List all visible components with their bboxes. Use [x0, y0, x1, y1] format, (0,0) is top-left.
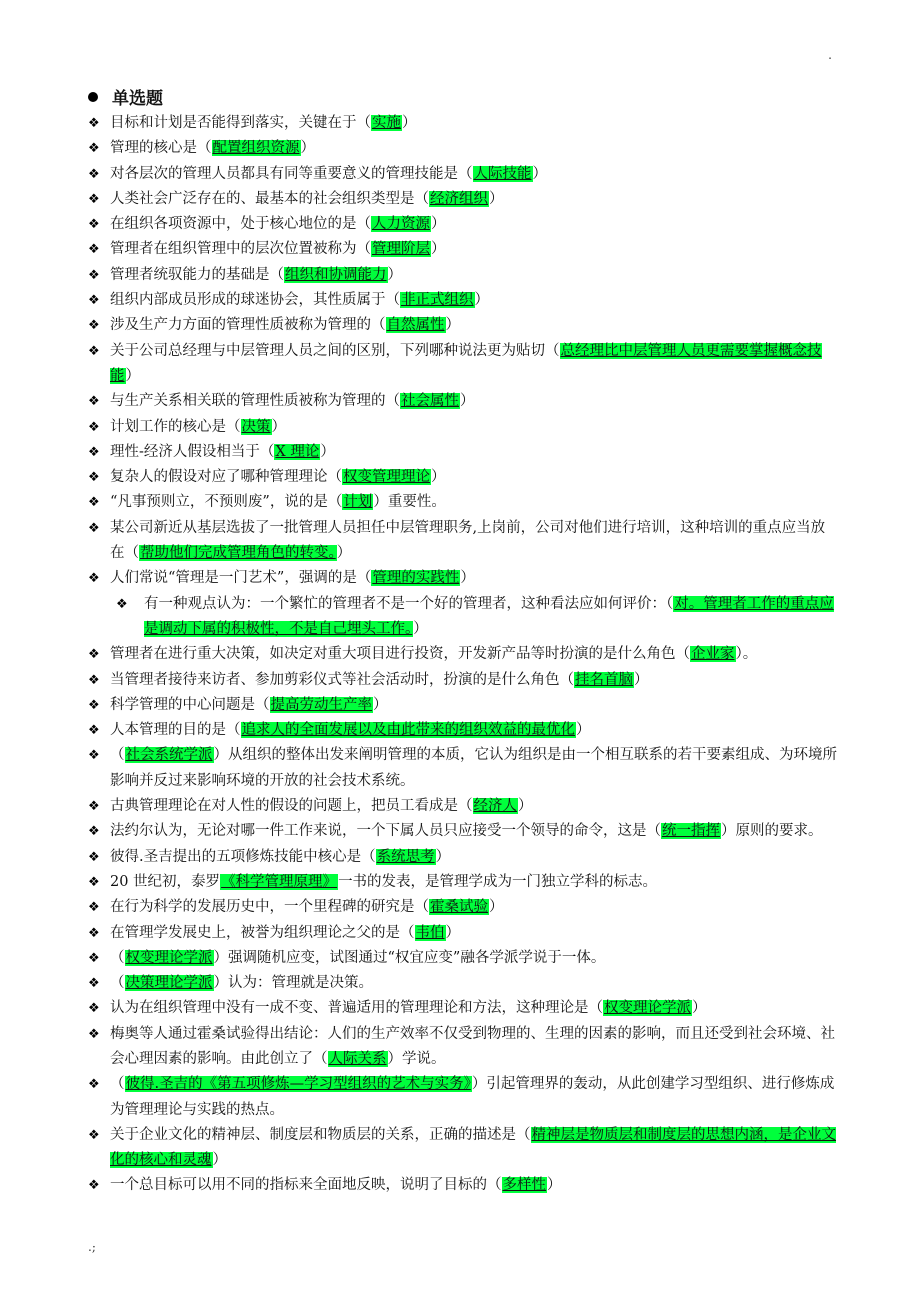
question-item: [86, 440, 838, 465]
answer-highlight: 决策理论学派: [125, 975, 213, 992]
answer-highlight: 管理的实践性: [372, 570, 460, 587]
question-tail: ）: [474, 292, 489, 309]
diamond-bullet-icon: ❖: [88, 647, 100, 663]
diamond-bullet-icon: ❖: [88, 191, 100, 207]
question-text: 古典管理理论在对人性的假设的问题上，把员工看成是（: [110, 798, 473, 815]
question-tail: ）: [431, 241, 446, 258]
question-item: [86, 1173, 838, 1198]
question-text: 人本管理的目的是（: [110, 722, 241, 739]
question-tail: ）: [445, 924, 460, 941]
diamond-bullet-icon: ❖: [88, 267, 100, 283]
corner-mark-top: .: [828, 48, 832, 62]
question-item: [86, 339, 838, 390]
question-text: 对各层次的管理人员都具有同等重要意义的管理技能是（: [110, 165, 473, 182]
question-tail: ）: [336, 545, 352, 562]
diamond-bullet-icon: ❖: [88, 293, 100, 309]
diamond-bullet-icon: ❖: [88, 495, 100, 511]
question-tail: ）学说。: [387, 1050, 446, 1067]
question-item: [86, 111, 838, 136]
question-tail: ）引起管理界的轰动，从此创建学习型组织、进行修炼成为管理理论与实践的热点。: [110, 1076, 835, 1118]
question-tail: ）: [460, 570, 475, 587]
question-tail: ）: [387, 266, 402, 283]
diamond-bullet-icon: ❖: [88, 571, 100, 587]
answer-highlight: 系统思考: [376, 848, 435, 865]
answer-highlight: 配置组织资源: [212, 140, 300, 157]
question-text: 人类社会广泛存在的、最基本的社会组织类型是（: [110, 190, 429, 207]
question-item: [86, 819, 838, 844]
answer-highlight: 总经理比中层管理人员更需要掌握概念技能: [110, 342, 822, 384]
answer-highlight: 社会属性: [401, 393, 459, 410]
diamond-bullet-icon: ❖: [88, 824, 100, 840]
question-text: 某公司新近从基层选拔了一批管理人员担任中层管理职务,上岗前，公司对他们进行培训，这种培训的重点应当放在（: [110, 519, 826, 562]
answer-highlight: 权变理论学派: [125, 949, 213, 966]
diamond-bullet-icon: ❖: [88, 976, 100, 992]
question-text: “凡事预则立，不预则废”，说的是（: [110, 494, 343, 511]
question-item: [86, 718, 838, 743]
question-tail: ）: [300, 140, 315, 157]
diamond-bullet-icon: ❖: [88, 470, 100, 486]
diamond-bullet-icon: ❖: [88, 1178, 100, 1194]
question-text: （: [110, 949, 125, 966]
question-item: [86, 794, 838, 819]
question-text: 涉及生产力方面的管理性质被称为管理的（: [110, 317, 386, 334]
diamond-bullet-icon: ❖: [88, 217, 100, 233]
question-item: [86, 212, 838, 237]
answer-highlight: 人力资源: [372, 216, 430, 233]
question-tail: ）: [518, 798, 533, 815]
answer-highlight: 经济组织: [430, 190, 488, 207]
question-text: （: [110, 1076, 125, 1093]
answer-highlight: 权变理论学派: [604, 1000, 691, 1017]
question-item: [86, 921, 838, 946]
question-tail: ）强调随机应变，试图通过“权宜应变”融各学派学说于一体。: [213, 949, 606, 966]
question-tail: ）: [547, 1177, 562, 1194]
question-tail: ）: [413, 620, 428, 637]
diamond-bullet-icon: ❖: [88, 1001, 100, 1017]
question-tail: ）从组织的整体出发来阐明管理的本质，它认为组织是由一个相互联系的若干要素组成、为环境所影响并反过来影响环境的开放的社会技术系统。: [110, 747, 837, 789]
answer-highlight: 实施: [372, 115, 401, 131]
question-item: [86, 237, 838, 262]
diamond-bullet-icon: ❖: [88, 799, 100, 815]
question-tail: ）: [431, 216, 446, 233]
answer-highlight: 人际技能: [473, 165, 532, 182]
question-item: [86, 162, 838, 187]
question-text: 彼得.圣吉提出的五项修炼技能中核心是（: [110, 848, 376, 865]
question-list: [86, 111, 838, 1199]
answer-highlight: 《科学管理原理》: [221, 873, 338, 890]
question-item: [86, 845, 838, 870]
question-tail: 一书的发表，是管理学成为一门独立学科的标志。: [338, 873, 658, 890]
question-text: 20 世纪初，泰罗: [110, 873, 221, 890]
question-tail: ）重要性。: [373, 494, 446, 511]
question-tail: ）原则的要求。: [721, 823, 823, 840]
question-text: 理性-经济人假设相当于（: [110, 443, 275, 460]
corner-mark-bottom: .;: [88, 1240, 96, 1254]
question-text: 有一种观点认为：一个繁忙的管理者不是一个好的管理者，这种看法应如何评价：（: [144, 595, 674, 612]
question-text: 人们常说“管理是一门艺术”，强调的是（: [110, 570, 372, 587]
question-tail: ）: [431, 469, 446, 486]
diamond-bullet-icon: ❖: [88, 1077, 100, 1093]
diamond-bullet-icon: ❖: [88, 874, 100, 890]
answer-highlight: 人际关系: [328, 1050, 387, 1067]
question-item: [86, 566, 838, 591]
question-text: （: [110, 975, 125, 992]
answer-highlight: 帮助他们完成管理角色的转变。: [140, 545, 336, 562]
question-tail: ）: [460, 393, 475, 410]
question-item: [86, 946, 838, 971]
question-text: 在组织各项资源中，处于核心地位的是（: [110, 216, 371, 233]
answer-highlight: 经济人: [473, 798, 517, 815]
diamond-bullet-icon: ❖: [88, 925, 100, 941]
question-text: 在管理学发展史上，被誉为组织理论之父的是（: [110, 924, 415, 941]
answer-highlight: 多样性: [502, 1177, 546, 1194]
question-item: [86, 895, 838, 920]
diamond-bullet-icon: ❖: [88, 950, 100, 966]
question-text: 与生产关系相关联的管理性质被称为管理的（: [110, 393, 400, 410]
question-tail: ）: [212, 1152, 227, 1169]
diamond-bullet-icon: ❖: [88, 116, 100, 131]
diamond-bullet-icon: ❖: [88, 318, 100, 334]
answer-highlight: 权变管理理论: [343, 469, 430, 486]
diamond-bullet-icon: ❖: [88, 444, 100, 460]
question-item: [86, 389, 838, 414]
question-item: [86, 263, 838, 288]
diamond-bullet-icon: ❖: [88, 723, 100, 739]
question-text: （: [110, 747, 125, 764]
diamond-bullet-icon: ❖: [88, 900, 100, 916]
bullet-dot-icon: [88, 92, 98, 102]
question-text: 管理者统驭能力的基础是（: [110, 266, 284, 283]
answer-highlight: 计划: [343, 494, 373, 511]
diamond-bullet-icon: ❖: [88, 849, 100, 865]
diamond-bullet-icon: ❖: [88, 166, 100, 182]
question-item: [86, 415, 838, 440]
question-text: 计划工作的核心是（: [110, 418, 241, 435]
answer-highlight: 决策: [241, 418, 271, 435]
question-tail: ）: [402, 115, 417, 131]
answer-highlight: 组织和协调能力: [285, 266, 387, 283]
diamond-bullet-icon: ❖: [88, 343, 100, 359]
question-item: [86, 592, 838, 643]
question-tail: ）。: [735, 646, 758, 663]
question-text: 关于企业文化的精神层、制度层和物质层的关系，正确的描述是（: [110, 1126, 531, 1143]
answer-highlight: 提高劳动生产率: [270, 696, 372, 713]
answer-highlight: 管理阶层: [372, 241, 430, 258]
question-tail: ）: [692, 1000, 707, 1017]
diamond-bullet-icon: ❖: [116, 596, 128, 612]
answer-highlight: X 理论: [275, 443, 320, 460]
diamond-bullet-icon: ❖: [88, 141, 100, 157]
question-item: [86, 288, 838, 313]
question-item: [86, 490, 838, 515]
diamond-bullet-icon: ❖: [88, 520, 100, 536]
question-text: 目标和计划是否能得到落实，关键在于（: [110, 115, 371, 131]
question-item: [86, 1072, 838, 1123]
answer-highlight: 自然属性: [386, 317, 445, 334]
question-tail: ）: [634, 671, 649, 688]
diamond-bullet-icon: ❖: [88, 394, 100, 410]
question-item: [86, 516, 838, 567]
answer-highlight: 对。管理者工作的重点应是调动下属的积极性，不是自己埋头工作。: [144, 595, 834, 637]
answer-highlight: 彼得.圣吉的《第五项修炼—学习型组织的艺术与实务》: [125, 1076, 471, 1093]
question-item: [86, 1123, 838, 1174]
answer-highlight: 企业家: [691, 646, 735, 663]
question-text: 管理的核心是（: [110, 140, 212, 157]
section-title: 单选题: [112, 89, 163, 109]
answer-highlight: 韦伯: [415, 924, 445, 941]
question-tail: ）: [489, 190, 504, 207]
question-text: 在行为科学的发展历史中，一个里程碑的研究是（: [110, 899, 429, 916]
question-item: [86, 668, 838, 693]
question-text: 科学管理的中心问题是（: [110, 696, 270, 713]
question-text: 管理者在进行重大决策，如决定对重大项目进行投资，开发新产品等时扮演的是什么角色（: [110, 646, 690, 663]
question-tail: ）认为：管理就是决策。: [213, 975, 373, 992]
diamond-bullet-icon: ❖: [88, 242, 100, 258]
question-text: 一个总目标可以用不同的指标来全面地反映，说明了目标的（: [110, 1177, 502, 1194]
diamond-bullet-icon: ❖: [88, 419, 100, 435]
question-text: 法约尔认为，无论对哪一件工作来说，一个下属人员只应接受一个领导的命令，这是（: [110, 823, 661, 840]
question-text: 认为在组织管理中没有一成不变、普遍适用的管理理论和方法，这种理论是（: [110, 1000, 603, 1017]
question-tail: ）: [576, 722, 591, 739]
question-text: 当管理者接待来访者、参加剪彩仪式等社会活动时，扮演的是什么角色（: [110, 671, 574, 688]
answer-highlight: 社会系统学派: [125, 747, 213, 764]
question-tail: ）: [373, 696, 388, 713]
question-item: [86, 971, 838, 996]
question-text: 管理者在组织管理中的层次位置被称为（: [110, 241, 371, 258]
answer-highlight: 非正式组织: [401, 292, 474, 309]
section-header: [88, 84, 163, 109]
question-text: 复杂人的假设对应了哪种管理理论（: [110, 469, 342, 486]
question-item: [86, 693, 838, 718]
question-tail: ）: [532, 165, 547, 182]
question-item: [86, 187, 838, 212]
diamond-bullet-icon: ❖: [88, 697, 100, 713]
question-tail: ）: [125, 367, 140, 384]
question-text: 关于公司总经理与中层管理人员之间的区别，下列哪种说法更为贴切（: [110, 342, 560, 359]
diamond-bullet-icon: ❖: [88, 672, 100, 688]
diamond-bullet-icon: ❖: [88, 1127, 100, 1143]
question-item: [86, 996, 838, 1021]
question-item: [86, 465, 838, 490]
question-item: [86, 313, 838, 338]
question-tail: ）: [489, 899, 504, 916]
answer-highlight: 挂名首脑: [575, 671, 633, 688]
question-tail: ）: [435, 848, 451, 865]
answer-highlight: 霍桑试验: [430, 899, 488, 916]
question-tail: ）: [445, 317, 460, 334]
question-item: [86, 642, 838, 667]
diamond-bullet-icon: ❖: [88, 1026, 100, 1042]
diamond-bullet-icon: ❖: [88, 748, 100, 764]
question-item: [86, 743, 838, 794]
answer-highlight: 追求人的全面发展以及由此带来的组织效益的最优化: [241, 722, 575, 739]
question-item: [86, 136, 838, 161]
answer-highlight: 统一指挥: [662, 823, 720, 840]
question-text: 组织内部成员形成的球迷协会，其性质属于（: [110, 292, 400, 309]
question-item: [86, 870, 838, 895]
question-item: [86, 1022, 838, 1073]
question-tail: ）: [271, 418, 286, 435]
answer-highlight: 精神层是物质层和制度层的思想内涵，是企业文化的核心和灵魂: [110, 1126, 836, 1169]
question-text: 梅奥等人通过霍桑试验得出结论：人们的生产效率不仅受到物理的、生理的因素的影响，而且还受到社会环境、社会心理因素的影响。由此创立了（: [110, 1025, 835, 1067]
question-tail: ）: [320, 443, 335, 460]
